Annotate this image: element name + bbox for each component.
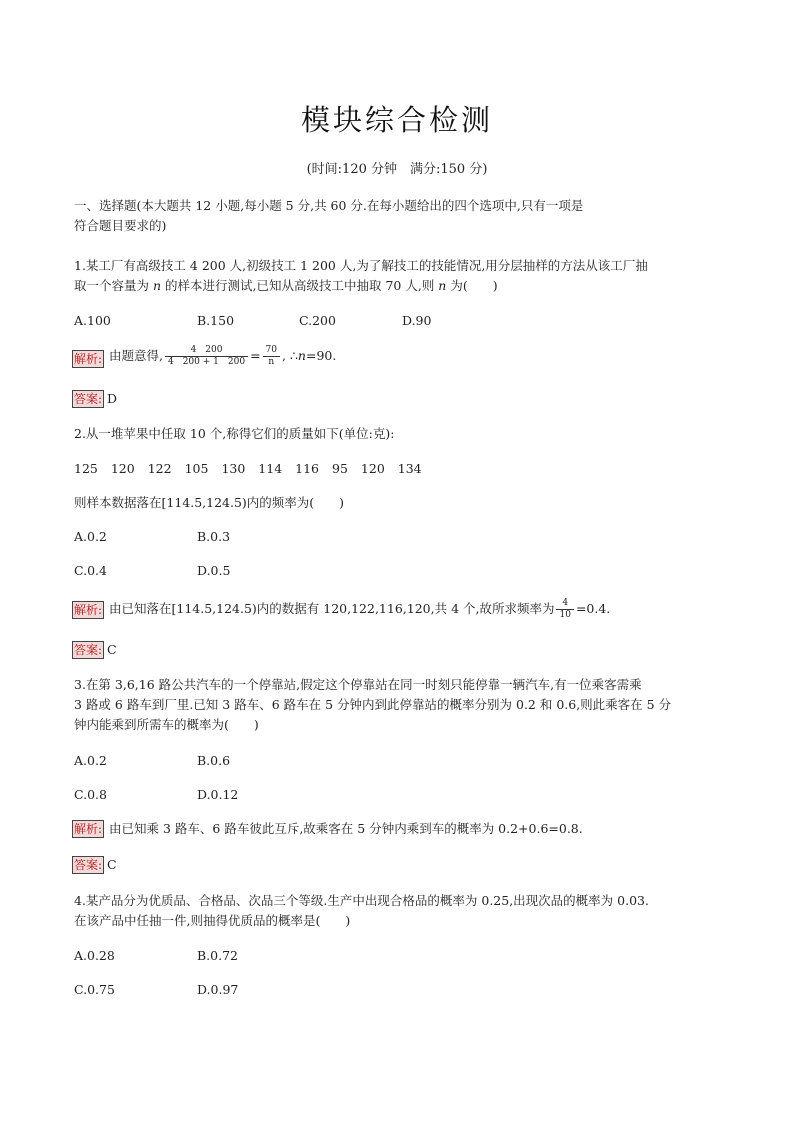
fraction-denominator: 10: [559, 610, 571, 620]
q1-option-b[interactable]: B.150: [197, 313, 235, 328]
fraction-numerator: 70: [263, 345, 280, 357]
q1-stem-line-2: [74, 278, 498, 294]
q3-stem-line-1: 3.在第 3,6,16 路公共汽车的一个停靠站,假定这个停靠站在同一时刻只能停靠一辆汽车,有一位乘客需乘: [74, 677, 642, 692]
q3-analysis: 由已知乘 3 路车、6 路车彼此互斥,故乘客在 5 分钟内乘到车的概率为 0.2+0.6=0.8.: [109, 821, 583, 836]
analysis-label: 解析:: [74, 352, 103, 366]
q2-option-a[interactable]: A.0.2: [74, 529, 107, 544]
data-value: 122: [147, 461, 172, 476]
q3-option-b[interactable]: B.0.6: [197, 753, 231, 768]
q1-option-a[interactable]: A.100: [74, 313, 111, 328]
answer-label: 答案:: [74, 643, 103, 657]
q1-analysis-text: 由题意得,: [109, 348, 163, 363]
q1-fraction-1: [165, 345, 248, 368]
data-value: 134: [397, 461, 422, 476]
fraction-denominator: 4 200 + 1 200: [167, 357, 246, 367]
q4-option-c[interactable]: C.0.75: [74, 982, 115, 997]
q2-data-values: [74, 461, 435, 477]
q1-stem-line-1: 1.某工厂有高级技工 4 200 人,初级技工 1 200 人,为了解技工的技能情况,用分层抽样的方法从该工厂抽: [74, 258, 648, 273]
equals-sign: =: [250, 348, 261, 363]
q3-option-c[interactable]: C.0.8: [74, 787, 107, 802]
q2-analysis-text: =0.4.: [575, 601, 611, 616]
q3-stem-line-3: 钟内能乘到所需车的概率为( ): [74, 717, 259, 732]
q2-analysis-text: 由已知落在[114.5,124.5)内的数据有 120,122,116,120,共 4 个,故所求频率为: [109, 601, 555, 616]
q2-stem-line-3: 则样本数据落在[114.5,124.5)内的频率为( ): [74, 495, 345, 510]
q2-stem-line-1: 2.从一堆苹果中任取 10 个,称得它们的质量如下(单位:克):: [74, 426, 395, 441]
data-value: 116: [295, 461, 320, 476]
data-value: 130: [221, 461, 246, 476]
q2-option-c[interactable]: C.0.4: [74, 563, 107, 578]
q4-stem-line-1: 4.某产品分为优质品、合格品、次品三个等级.生产中出现合格品的概率为 0.25,出现次品的概率为 0.03.: [74, 893, 649, 908]
exam-info: (时间:120 分钟 满分:150 分): [306, 162, 488, 177]
section-heading-line-1: 一、选择题(本大题共 12 小题,每小题 5 分,共 60 分.在每小题给出的四个选项中,只有一项是: [74, 198, 584, 213]
q2-analysis: [109, 598, 610, 621]
q2-answer: C: [107, 642, 117, 657]
q1-option-c[interactable]: C.200: [299, 313, 336, 328]
answer-label: 答案:: [74, 392, 103, 406]
q1-var-n: n: [438, 278, 447, 293]
data-value: 105: [184, 461, 209, 476]
q4-option-a[interactable]: A.0.28: [74, 948, 115, 963]
q1-answer: D: [107, 391, 118, 406]
answer-label: 答案:: [74, 858, 103, 872]
analysis-label: 解析:: [74, 822, 103, 836]
section-heading-line-2: 符合题目要求的): [74, 218, 167, 233]
q3-stem-line-2: 3 路或 6 路车到厂里.已知 3 路车、6 路车在 5 分钟内到此停靠站的概率分别为 0.2 和 0.6,则此乘客在 5 分: [74, 697, 672, 712]
fraction-numerator: 4: [556, 598, 573, 610]
q3-answer: C: [107, 857, 117, 872]
q4-option-d[interactable]: D.0.97: [197, 982, 239, 997]
q1-var-n: n: [152, 278, 162, 293]
fraction-denominator: n: [268, 357, 275, 367]
data-value: 120: [360, 461, 385, 476]
q1-fraction-2: [263, 345, 280, 368]
data-value: 120: [110, 461, 135, 476]
q1-analysis: [109, 345, 336, 368]
data-value: 95: [332, 461, 348, 476]
q3-option-a[interactable]: A.0.2: [74, 753, 107, 768]
q4-stem-line-2: 在该产品中任抽一件,则抽得优质品的概率是( ): [74, 913, 351, 928]
q1-option-d[interactable]: D.90: [402, 313, 432, 328]
analysis-label: 解析:: [74, 603, 103, 617]
q2-option-b[interactable]: B.0.3: [197, 529, 231, 544]
q4-option-b[interactable]: B.0.72: [197, 948, 238, 963]
data-value: 114: [258, 461, 283, 476]
q1-stem-text: 的样本进行测试,已知从高级技工中抽取 70 人,则: [161, 278, 439, 293]
q1-stem-text: 取一个容量为: [74, 278, 153, 293]
fraction-numerator: 4 200: [165, 345, 248, 357]
q1-analysis-text: , ∴: [282, 348, 298, 363]
q2-option-d[interactable]: D.0.5: [197, 563, 231, 578]
data-value: 125: [74, 461, 98, 476]
q1-stem-text: 为( ): [446, 278, 498, 293]
q2-fraction: [556, 598, 573, 621]
document-title: 模块综合检测: [300, 103, 493, 137]
q1-analysis-result: =90.: [305, 348, 337, 363]
q1-var-n: n: [297, 348, 306, 363]
q3-option-d[interactable]: D.0.12: [197, 787, 239, 802]
